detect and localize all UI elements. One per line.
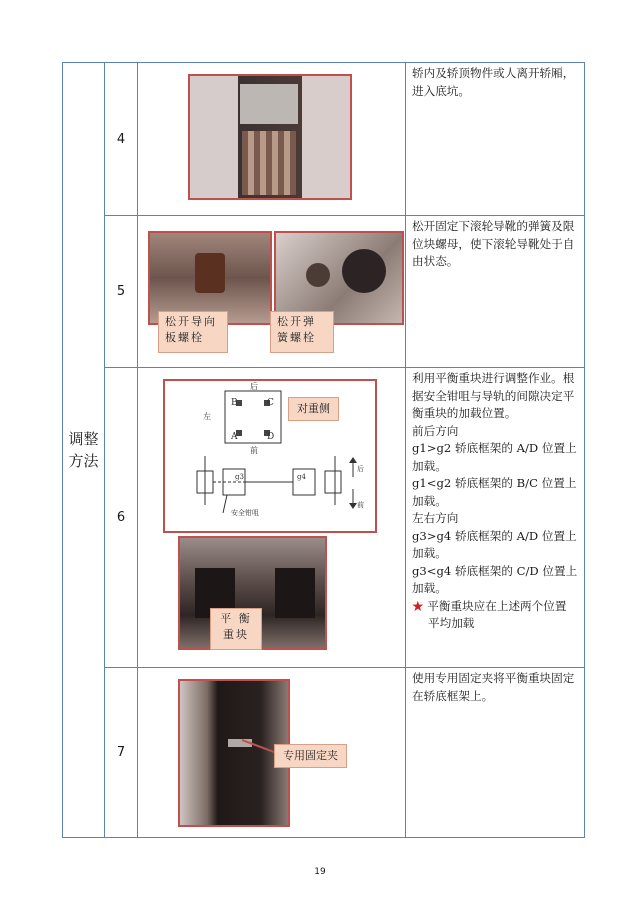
diagram-corner-d: D (267, 432, 275, 442)
diagram-corner-a: A (231, 432, 238, 442)
diagram-g4: g4 (297, 473, 306, 481)
callout-balance-weight: 平 衡重块 (210, 608, 262, 650)
step-6-image-cell (138, 368, 406, 668)
callout-loosen-spring: 松开弹簧螺栓 (270, 311, 334, 353)
step-number-6: 6 (105, 368, 138, 668)
step-number-7: 7 (105, 668, 138, 838)
page-number: 19 (314, 867, 326, 877)
step-6-line-5: g3>g4 轿底框架的 A/D 位置上加载。 (412, 528, 577, 560)
step-7-image-cell (138, 668, 406, 838)
step-6-note (412, 598, 578, 633)
step-6-note-text: 平衡重块应在上述两个位置平均加载 (427, 598, 567, 630)
step-6-line-2: g1>g2 轿底框架的 A/D 位置上加载。 (412, 441, 577, 473)
car-door-photo (188, 74, 352, 200)
step-6-desc (406, 368, 585, 668)
step-6-line-3: g1<g2 轿底框架的 B/C 位置上加载。 (412, 476, 577, 508)
step-7-desc: 使用专用固定夹将平衡重块固定在轿底框架上。 (406, 668, 585, 838)
diagram-svg (165, 381, 375, 531)
diagram-left-label: 左 (203, 412, 211, 421)
step-6-line-0: 利用平衡重块进行调整作业。根据安全钳咀与导轨的间隙决定平衡重块的加载位置。 (412, 371, 575, 420)
callout-loosen-guide-plate: 松开导向板螺栓 (158, 311, 228, 353)
balance-diagram (163, 379, 377, 533)
diagram-g3: g3 (235, 473, 244, 481)
step-4-desc: 轿内及轿顶物件或人离开轿厢，进入底坑。 (406, 63, 585, 216)
diagram-front-label: 前 (250, 446, 258, 455)
step-6-line-1: 前后方向 (412, 423, 459, 438)
step-number-4: 4 (105, 63, 138, 216)
diagram-safety-gear-label: 安全钳咀 (231, 509, 259, 517)
step-6-line-4: 左右方向 (412, 511, 459, 525)
diagram-back-label: 后 (250, 382, 258, 391)
diagram-corner-b: B (231, 398, 238, 408)
diagram-front-arrow-label: 前 (357, 501, 364, 509)
step-6-line-6: g3<g4 轿底框架的 C/D 位置上加载。 (412, 563, 578, 595)
diagram-rear-arrow-label: 后 (357, 465, 364, 473)
category-cell (63, 63, 105, 838)
diagram-corner-c: C (267, 398, 274, 408)
clamp-leader-svg (138, 668, 405, 838)
callout-fixing-clamp: 专用固定夹 (274, 744, 347, 768)
step-5-desc: 松开固定下滚轮导靴的弹簧及限位块螺母，使下滚轮导靴处于自由状态。 (406, 216, 585, 368)
step-4-image-cell (138, 63, 406, 216)
star-icon: ★ (412, 598, 424, 613)
callout-counterweight-side: 对重侧 (288, 397, 339, 421)
step-number-5: 5 (105, 216, 138, 368)
category-label: 调整方法 (68, 430, 99, 470)
step-5-image-cell (138, 216, 406, 368)
adjustment-table (62, 62, 585, 838)
